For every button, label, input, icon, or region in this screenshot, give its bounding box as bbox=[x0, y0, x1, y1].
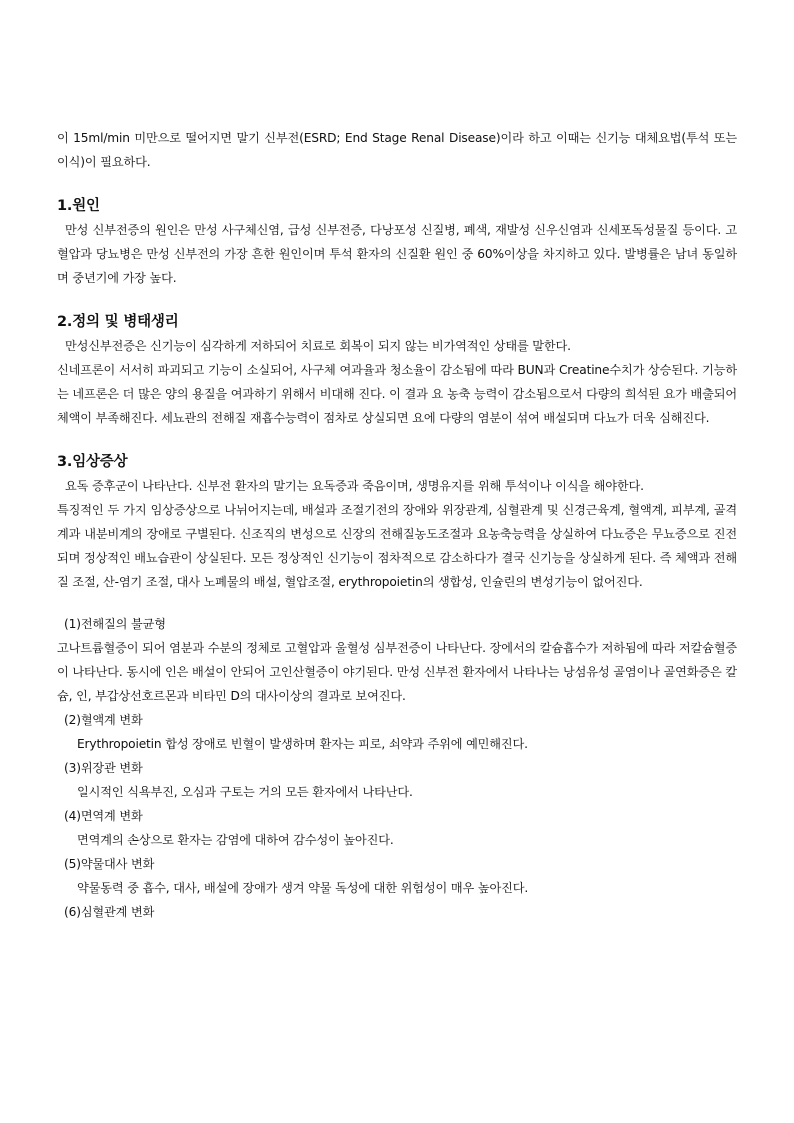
subsection-list bbox=[57, 612, 737, 924]
subsection-body: 고나트륨혈증이 되어 염분과 수분의 정체로 고혈압과 울혈성 심부전증이 나타난다. 장에서의 칼슘흡수가 저하됨에 따라 저칼슘혈증이 나타난다. 동시에 인은 배설이 안되어 고인산혈증이 야기된다. 만성 신부전 환자에서 나타나는 낭섬유성 골염이나 골연화증은 칼슘, 인, 부갑상선호르몬과 비타민 D의 대사이상의 결과로 보여진다. bbox=[57, 641, 737, 703]
section-heading-causes: 1.원인 bbox=[57, 198, 100, 214]
subsection-title: (5)약물대사 변화 bbox=[64, 857, 155, 871]
spacer bbox=[57, 174, 737, 194]
section-symptoms bbox=[57, 450, 737, 594]
subsection-hematologic bbox=[57, 708, 737, 756]
subsection-drug-metabolism bbox=[57, 852, 737, 900]
subsection-body: Erythropoietin 합성 장애로 빈혈이 발생하며 환자는 피로, 쇠약과 주위에 예민해진다. bbox=[77, 737, 528, 751]
subsection-electrolyte bbox=[57, 612, 737, 708]
symptoms-paragraph-1: 요독 증후군이 나타난다. 신부전 환자의 말기는 요독증과 죽음이며, 생명유지를 위해 투석이나 이식을 해야한다. bbox=[65, 479, 644, 493]
subsection-body: 약물동력 중 흡수, 대사, 배설에 장애가 생겨 약물 독성에 대한 위험성이 매우 높아진다. bbox=[77, 881, 529, 895]
spacer bbox=[57, 290, 737, 310]
subsection-immune bbox=[57, 804, 737, 852]
subsection-title: (1)전해질의 불균형 bbox=[64, 617, 166, 631]
subsection-title: (3)위장관 변화 bbox=[64, 761, 143, 775]
intro-paragraph: 이 15ml/min 미만으로 떨어지면 말기 신부전(ESRD; End Stage Renal Disease)이라 하고 이때는 신기능 대체요법(투석 또는 이식)이 필요하다. bbox=[57, 131, 737, 169]
pathophysiology-paragraph: 신네프론이 서서히 파괴되고 기능이 소실되어, 사구체 여과율과 청소율이 감소됨에 따라 BUN과 Creatine수치가 상승된다. 기능하는 네프론은 더 많은 양의 용질을 여과하기 위해서 비대해 진다. 이 결과 요 농축 능력이 감소됨으로서 다량의 희석된 요가 배출되어 체액이 부족해진다. 세뇨관의 전해질 재흡수능력이 점차로 상실되면 요에 다량의 염분이 섞여 배설되며 다뇨가 더욱 심해진다. bbox=[57, 363, 737, 425]
subsection-body: 일시적인 식욕부진, 오심과 구토는 거의 모든 환자에서 나타난다. bbox=[77, 785, 413, 799]
causes-paragraph: 만성 신부전증의 원인은 만성 사구체신염, 급성 신부전증, 다낭포성 신질병, 폐색, 재발성 신우신염과 신세포독성물질 등이다. 고혈압과 당뇨병은 만성 신부전의 가장 흔한 원인이며 투석 환자의 신질환 원인 중 60%이상을 차지하고 있다. 발병률은 남녀 동일하며 중년기에 가장 높다. bbox=[57, 223, 737, 285]
subsection-title: (4)면역계 변화 bbox=[64, 809, 143, 823]
section-definition bbox=[57, 310, 737, 430]
definition-paragraph: 만성신부전증은 신기능이 심각하게 저하되어 치료로 회복이 되지 않는 비가역적인 상태를 말한다. bbox=[65, 339, 571, 353]
section-heading-definition: 2.정의 및 병태생리 bbox=[57, 314, 179, 330]
subsection-title: (2)혈액계 변화 bbox=[64, 713, 143, 727]
spacer bbox=[57, 430, 737, 450]
subsection-title: (6)심혈관계 변화 bbox=[64, 905, 155, 919]
spacer bbox=[57, 594, 737, 612]
section-heading-symptoms: 3.임상증상 bbox=[57, 454, 128, 470]
subsection-gastrointestinal bbox=[57, 756, 737, 804]
subsection-body: 면역계의 손상으로 환자는 감염에 대하여 감수성이 높아진다. bbox=[77, 833, 394, 847]
document-page bbox=[57, 126, 737, 924]
subsection-cardiovascular bbox=[57, 900, 737, 924]
symptoms-paragraph-2: 특징적인 두 가지 임상증상으로 나뉘어지는데, 배설과 조절기전의 장애와 위장관계, 심혈관계 및 신경근육계, 혈액계, 피부계, 골격계과 내분비계의 장애로 구별된다. 신조직의 변성으로 신장의 전해질농도조절과 요농축능력을 상실하여 다뇨증은 무뇨증으로 진전되며 정상적인 배뇨습관이 상실된다. 모든 정상적인 신기능이 점차적으로 감소하다가 결국 신기능을 상실하게 된다. 즉 체액과 전해질 조절, 산-염기 조절, 대사 노폐물의 배설, 혈압조절, erythropoietin의 생합성, 인슐린의 변성기능이 없어진다. bbox=[57, 503, 737, 589]
section-causes bbox=[57, 194, 737, 290]
